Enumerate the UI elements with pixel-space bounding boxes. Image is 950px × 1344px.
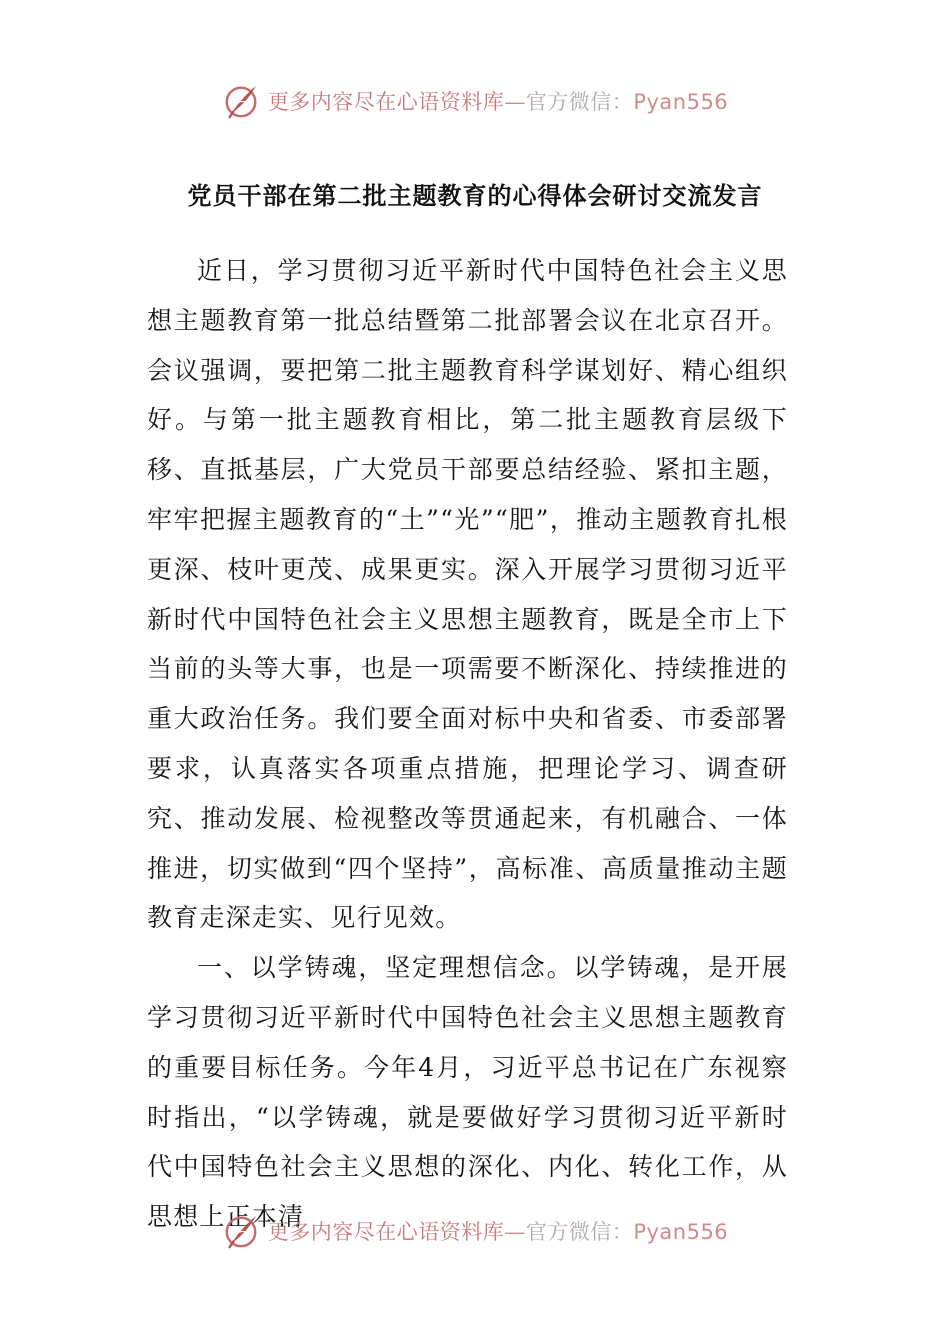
paragraph-section-one: 一、以学铸魂，坚定理想信念。以学铸魂，是开展学习贯彻习近平新时代中国特色社会主义思想主题教育的重要目标任务。今年4月，习近平总书记在广东视察时指出，“以学铸魂，就是要做好学习贯彻习近平新时代中国特色社会主义思想的深化、内化、转化工作，从思想上正本清	[147, 953, 788, 1232]
header-watermark-banner	[0, 78, 950, 124]
document-body	[147, 246, 788, 1242]
banner-wechat-id: Pyan556	[633, 90, 729, 114]
quill-pen-logo-icon	[222, 1212, 260, 1250]
quill-pen-logo-icon	[222, 82, 260, 120]
banner-separator: —	[504, 1220, 526, 1244]
banner-brand-text: 更多内容尽在心语资料库	[267, 90, 505, 114]
banner-separator: —	[504, 90, 526, 114]
footer-watermark-banner	[0, 1208, 950, 1254]
banner-wechat-label: 官方微信：	[525, 1220, 634, 1244]
banner-wechat-label: 官方微信：	[525, 90, 634, 114]
paragraph-intro: 近日，学习贯彻习近平新时代中国特色社会主义思想主题教育第一批总结暨第二批部署会议在北京召开。会议强调，要把第二批主题教育科学谋划好、精心组织好。与第一批主题教育相比，第二批主题教育层级下移、直抵基层，广大党员干部要总结经验、紧扣主题，牢牢把握主题教育的“土”“光”“肥”，推动主题教育扎根更深、枝叶更茂、成果更实。深入开展学习贯彻习近平新时代中国特色社会主义思想主题教育，既是全市上下当前的头等大事，也是一项需要不断深化、持续推进的重大政治任务。我们要全面对标中央和省委、市委部署要求，认真落实各项重点措施，把理论学习、调查研究、推动发展、检视整改等贯通起来，有机融合、一体推进，切实做到“四个坚持”，高标准、高质量推动主题教育走深走实、见行见效。	[147, 256, 788, 933]
banner-brand-text: 更多内容尽在心语资料库	[267, 1220, 505, 1244]
document-title: 党员干部在第二批主题教育的心得体会研讨交流发言	[187, 182, 763, 210]
banner-wechat-id: Pyan556	[633, 1220, 729, 1244]
